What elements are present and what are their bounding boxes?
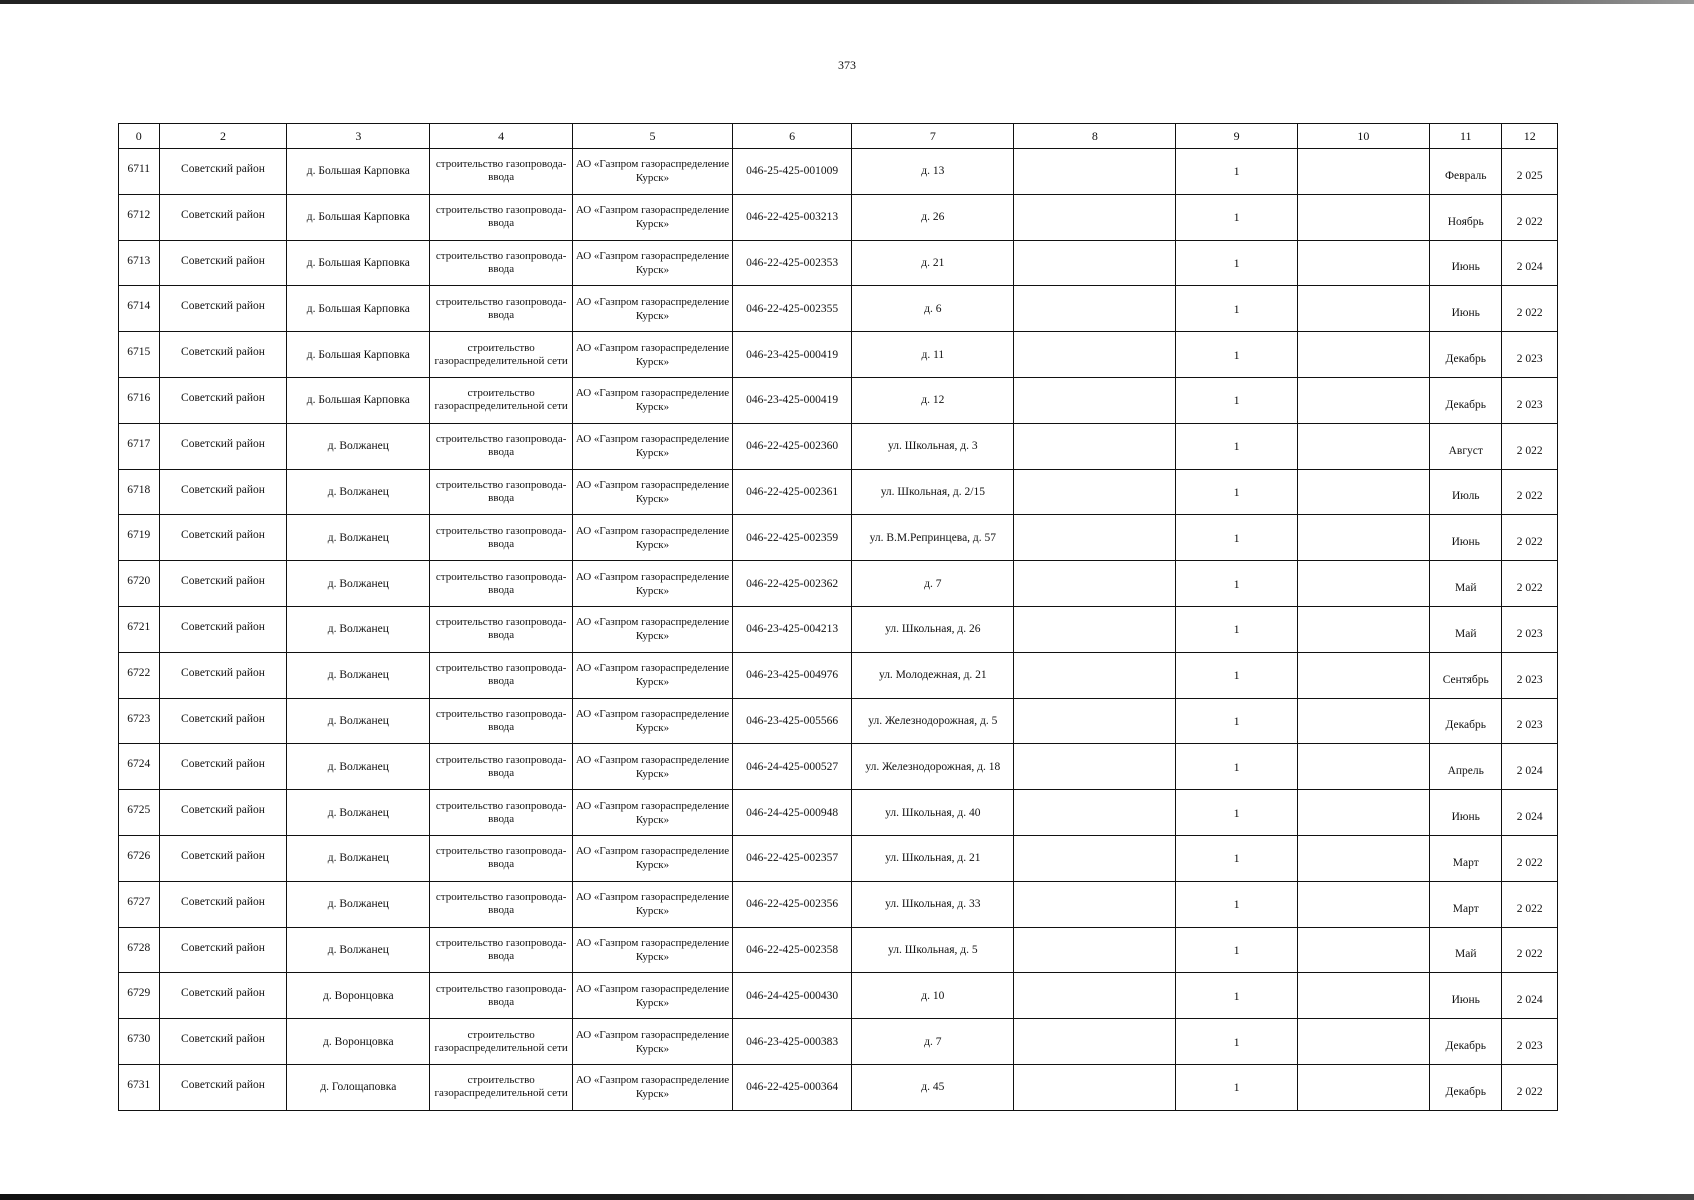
year-cell: 2 023 xyxy=(1502,377,1558,423)
count-cell: 1 xyxy=(1176,240,1298,286)
district-cell: Советский район xyxy=(159,1064,287,1110)
column-header-6: 6 xyxy=(732,124,851,149)
address-cell: ул. Молодежная, д. 21 xyxy=(852,652,1014,698)
column-number-row xyxy=(119,124,1558,149)
object-code-cell: 046-22-425-002357 xyxy=(732,835,851,881)
column-header-5: 5 xyxy=(573,124,733,149)
count-cell: 1 xyxy=(1176,835,1298,881)
column-8-cell xyxy=(1014,332,1176,378)
table-row xyxy=(119,469,1558,515)
district-cell: Советский район xyxy=(159,194,287,240)
count-cell: 1 xyxy=(1176,927,1298,973)
count-cell: 1 xyxy=(1176,377,1298,423)
table-row xyxy=(119,149,1558,195)
address-cell: д. 7 xyxy=(852,1019,1014,1065)
month-cell: Июнь xyxy=(1430,240,1502,286)
year-cell: 2 022 xyxy=(1502,881,1558,927)
year-cell: 2 022 xyxy=(1502,927,1558,973)
column-10-cell xyxy=(1297,194,1429,240)
address-cell: ул. Школьная, д. 26 xyxy=(852,606,1014,652)
district-cell: Советский район xyxy=(159,790,287,836)
table-row xyxy=(119,194,1558,240)
column-8-cell xyxy=(1014,240,1176,286)
month-cell: Декабрь xyxy=(1430,1019,1502,1065)
table-row xyxy=(119,332,1558,378)
month-cell: Июнь xyxy=(1430,790,1502,836)
object-code-cell: 046-23-425-004213 xyxy=(732,606,851,652)
column-header-8: 8 xyxy=(1014,124,1176,149)
locality-cell: д. Волжанец xyxy=(287,744,430,790)
table-row xyxy=(119,698,1558,744)
table-row xyxy=(119,377,1558,423)
organization-cell: АО «Газпром газораспределение Курск» xyxy=(573,790,733,836)
month-cell: Апрель xyxy=(1430,744,1502,790)
row-number: 6728 xyxy=(119,927,160,973)
row-number: 6714 xyxy=(119,286,160,332)
month-cell: Март xyxy=(1430,835,1502,881)
column-10-cell xyxy=(1297,744,1429,790)
column-header-12: 12 xyxy=(1502,124,1558,149)
column-10-cell xyxy=(1297,790,1429,836)
district-cell: Советский район xyxy=(159,149,287,195)
locality-cell: д. Волжанец xyxy=(287,423,430,469)
address-cell: ул. Железнодорожная, д. 18 xyxy=(852,744,1014,790)
column-header-9: 9 xyxy=(1176,124,1298,149)
column-10-cell xyxy=(1297,286,1429,332)
district-cell: Советский район xyxy=(159,377,287,423)
locality-cell: д. Голощаповка xyxy=(287,1064,430,1110)
table-row xyxy=(119,561,1558,607)
column-10-cell xyxy=(1297,835,1429,881)
row-number: 6712 xyxy=(119,194,160,240)
year-cell: 2 023 xyxy=(1502,332,1558,378)
column-header-11: 11 xyxy=(1430,124,1502,149)
column-8-cell xyxy=(1014,744,1176,790)
locality-cell: д. Большая Карповка xyxy=(287,286,430,332)
year-cell: 2 024 xyxy=(1502,973,1558,1019)
year-cell: 2 022 xyxy=(1502,423,1558,469)
row-number: 6719 xyxy=(119,515,160,561)
table-row xyxy=(119,1019,1558,1065)
column-header-7: 7 xyxy=(852,124,1014,149)
object-code-cell: 046-22-425-002356 xyxy=(732,881,851,927)
locality-cell: д. Большая Карповка xyxy=(287,240,430,286)
locality-cell: д. Большая Карповка xyxy=(287,332,430,378)
column-8-cell xyxy=(1014,515,1176,561)
row-number: 6718 xyxy=(119,469,160,515)
table-row xyxy=(119,423,1558,469)
work-type-cell: строительство газораспределительной сети xyxy=(430,1064,573,1110)
count-cell: 1 xyxy=(1176,469,1298,515)
month-cell: Июнь xyxy=(1430,286,1502,332)
year-cell: 2 022 xyxy=(1502,561,1558,607)
table-row xyxy=(119,744,1558,790)
object-code-cell: 046-22-425-002355 xyxy=(732,286,851,332)
work-type-cell: строительство газопровода-ввода xyxy=(430,790,573,836)
object-code-cell: 046-22-425-002361 xyxy=(732,469,851,515)
organization-cell: АО «Газпром газораспределение Курск» xyxy=(573,1019,733,1065)
address-cell: ул. Школьная, д. 40 xyxy=(852,790,1014,836)
row-number: 6720 xyxy=(119,561,160,607)
district-cell: Советский район xyxy=(159,973,287,1019)
organization-cell: АО «Газпром газораспределение Курск» xyxy=(573,423,733,469)
count-cell: 1 xyxy=(1176,652,1298,698)
month-cell: Май xyxy=(1430,927,1502,973)
object-code-cell: 046-22-425-003213 xyxy=(732,194,851,240)
month-cell: Февраль xyxy=(1430,149,1502,195)
column-8-cell xyxy=(1014,698,1176,744)
year-cell: 2 024 xyxy=(1502,790,1558,836)
month-cell: Август xyxy=(1430,423,1502,469)
address-cell: д. 11 xyxy=(852,332,1014,378)
column-8-cell xyxy=(1014,652,1176,698)
address-cell: д. 6 xyxy=(852,286,1014,332)
column-10-cell xyxy=(1297,1019,1429,1065)
locality-cell: д. Воронцовка xyxy=(287,973,430,1019)
district-cell: Советский район xyxy=(159,927,287,973)
column-10-cell xyxy=(1297,606,1429,652)
column-10-cell xyxy=(1297,332,1429,378)
table-row xyxy=(119,515,1558,561)
district-cell: Советский район xyxy=(159,561,287,607)
year-cell: 2 022 xyxy=(1502,469,1558,515)
work-type-cell: строительство газопровода-ввода xyxy=(430,469,573,515)
column-10-cell xyxy=(1297,240,1429,286)
organization-cell: АО «Газпром газораспределение Курск» xyxy=(573,515,733,561)
organization-cell: АО «Газпром газораспределение Курск» xyxy=(573,973,733,1019)
locality-cell: д. Воронцовка xyxy=(287,1019,430,1065)
count-cell: 1 xyxy=(1176,1019,1298,1065)
column-10-cell xyxy=(1297,149,1429,195)
object-code-cell: 046-22-425-002362 xyxy=(732,561,851,607)
scan-bottom-edge xyxy=(0,1194,1694,1200)
month-cell: Декабрь xyxy=(1430,698,1502,744)
count-cell: 1 xyxy=(1176,515,1298,561)
column-header-3: 3 xyxy=(287,124,430,149)
district-cell: Советский район xyxy=(159,698,287,744)
object-code-cell: 046-22-425-002353 xyxy=(732,240,851,286)
table-row xyxy=(119,606,1558,652)
address-cell: ул. Школьная, д. 2/15 xyxy=(852,469,1014,515)
object-code-cell: 046-25-425-001009 xyxy=(732,149,851,195)
district-cell: Советский район xyxy=(159,515,287,561)
count-cell: 1 xyxy=(1176,286,1298,332)
locality-cell: д. Волжанец xyxy=(287,606,430,652)
address-cell: д. 26 xyxy=(852,194,1014,240)
column-8-cell xyxy=(1014,606,1176,652)
year-cell: 2 022 xyxy=(1502,515,1558,561)
work-type-cell: строительство газопровода-ввода xyxy=(430,973,573,1019)
locality-cell: д. Волжанец xyxy=(287,561,430,607)
organization-cell: АО «Газпром газораспределение Курск» xyxy=(573,469,733,515)
locality-cell: д. Волжанец xyxy=(287,652,430,698)
table-row xyxy=(119,881,1558,927)
year-cell: 2 022 xyxy=(1502,194,1558,240)
object-code-cell: 046-24-425-000430 xyxy=(732,973,851,1019)
column-8-cell xyxy=(1014,149,1176,195)
organization-cell: АО «Газпром газораспределение Курск» xyxy=(573,286,733,332)
table-row xyxy=(119,790,1558,836)
work-type-cell: строительство газопровода-ввода xyxy=(430,698,573,744)
month-cell: Март xyxy=(1430,881,1502,927)
work-type-cell: строительство газопровода-ввода xyxy=(430,744,573,790)
table-row xyxy=(119,835,1558,881)
organization-cell: АО «Газпром газораспределение Курск» xyxy=(573,240,733,286)
table-row xyxy=(119,652,1558,698)
column-8-cell xyxy=(1014,973,1176,1019)
locality-cell: д. Волжанец xyxy=(287,835,430,881)
month-cell: Декабрь xyxy=(1430,377,1502,423)
row-number: 6724 xyxy=(119,744,160,790)
month-cell: Май xyxy=(1430,561,1502,607)
district-cell: Советский район xyxy=(159,744,287,790)
object-code-cell: 046-23-425-000419 xyxy=(732,377,851,423)
column-10-cell xyxy=(1297,1064,1429,1110)
object-code-cell: 046-22-425-000364 xyxy=(732,1064,851,1110)
address-cell: д. 7 xyxy=(852,561,1014,607)
column-8-cell xyxy=(1014,469,1176,515)
row-number: 6727 xyxy=(119,881,160,927)
work-type-cell: строительство газопровода-ввода xyxy=(430,835,573,881)
district-cell: Советский район xyxy=(159,652,287,698)
year-cell: 2 024 xyxy=(1502,744,1558,790)
month-cell: Ноябрь xyxy=(1430,194,1502,240)
year-cell: 2 023 xyxy=(1502,652,1558,698)
district-cell: Советский район xyxy=(159,606,287,652)
year-cell: 2 023 xyxy=(1502,1019,1558,1065)
table-row xyxy=(119,286,1558,332)
row-number: 6711 xyxy=(119,149,160,195)
column-header-10: 10 xyxy=(1297,124,1429,149)
object-code-cell: 046-23-425-004976 xyxy=(732,652,851,698)
address-cell: д. 13 xyxy=(852,149,1014,195)
year-cell: 2 022 xyxy=(1502,286,1558,332)
work-type-cell: строительство газопровода-ввода xyxy=(430,286,573,332)
column-8-cell xyxy=(1014,286,1176,332)
column-8-cell xyxy=(1014,881,1176,927)
organization-cell: АО «Газпром газораспределение Курск» xyxy=(573,927,733,973)
count-cell: 1 xyxy=(1176,149,1298,195)
district-cell: Советский район xyxy=(159,469,287,515)
district-cell: Советский район xyxy=(159,286,287,332)
organization-cell: АО «Газпром газораспределение Курск» xyxy=(573,332,733,378)
work-type-cell: строительство газораспределительной сети xyxy=(430,332,573,378)
object-code-cell: 046-23-425-000419 xyxy=(732,332,851,378)
locality-cell: д. Волжанец xyxy=(287,698,430,744)
locality-cell: д. Волжанец xyxy=(287,881,430,927)
row-number: 6716 xyxy=(119,377,160,423)
count-cell: 1 xyxy=(1176,194,1298,240)
column-8-cell xyxy=(1014,377,1176,423)
count-cell: 1 xyxy=(1176,423,1298,469)
row-number: 6729 xyxy=(119,973,160,1019)
locality-cell: д. Волжанец xyxy=(287,790,430,836)
column-8-cell xyxy=(1014,194,1176,240)
count-cell: 1 xyxy=(1176,744,1298,790)
column-8-cell xyxy=(1014,927,1176,973)
address-cell: д. 45 xyxy=(852,1064,1014,1110)
work-type-cell: строительство газопровода-ввода xyxy=(430,606,573,652)
column-8-cell xyxy=(1014,1064,1176,1110)
count-cell: 1 xyxy=(1176,332,1298,378)
row-number: 6726 xyxy=(119,835,160,881)
column-8-cell xyxy=(1014,561,1176,607)
year-cell: 2 023 xyxy=(1502,606,1558,652)
row-number: 6722 xyxy=(119,652,160,698)
table-row xyxy=(119,1064,1558,1110)
count-cell: 1 xyxy=(1176,881,1298,927)
address-cell: д. 12 xyxy=(852,377,1014,423)
gasification-table xyxy=(118,123,1558,1111)
table-row xyxy=(119,927,1558,973)
locality-cell: д. Большая Карповка xyxy=(287,377,430,423)
district-cell: Советский район xyxy=(159,1019,287,1065)
year-cell: 2 022 xyxy=(1502,835,1558,881)
count-cell: 1 xyxy=(1176,1064,1298,1110)
column-8-cell xyxy=(1014,1019,1176,1065)
work-type-cell: строительство газопровода-ввода xyxy=(430,149,573,195)
row-number: 6723 xyxy=(119,698,160,744)
organization-cell: АО «Газпром газораспределение Курск» xyxy=(573,835,733,881)
row-number: 6717 xyxy=(119,423,160,469)
column-header-4: 4 xyxy=(430,124,573,149)
column-10-cell xyxy=(1297,652,1429,698)
address-cell: д. 10 xyxy=(852,973,1014,1019)
column-10-cell xyxy=(1297,927,1429,973)
count-cell: 1 xyxy=(1176,606,1298,652)
work-type-cell: строительство газопровода-ввода xyxy=(430,240,573,286)
month-cell: Сентябрь xyxy=(1430,652,1502,698)
page-number: 373 xyxy=(838,58,856,72)
organization-cell: АО «Газпром газораспределение Курск» xyxy=(573,377,733,423)
column-10-cell xyxy=(1297,561,1429,607)
column-8-cell xyxy=(1014,790,1176,836)
organization-cell: АО «Газпром газораспределение Курск» xyxy=(573,652,733,698)
work-type-cell: строительство газопровода-ввода xyxy=(430,652,573,698)
district-cell: Советский район xyxy=(159,240,287,286)
table-row xyxy=(119,973,1558,1019)
table-row xyxy=(119,240,1558,286)
table-body xyxy=(119,149,1558,1111)
locality-cell: д. Волжанец xyxy=(287,469,430,515)
column-8-cell xyxy=(1014,423,1176,469)
column-10-cell xyxy=(1297,973,1429,1019)
work-type-cell: строительство газопровода-ввода xyxy=(430,561,573,607)
address-cell: ул. Школьная, д. 33 xyxy=(852,881,1014,927)
column-10-cell xyxy=(1297,423,1429,469)
work-type-cell: строительство газопровода-ввода xyxy=(430,881,573,927)
address-cell: ул. В.М.Репринцева, д. 57 xyxy=(852,515,1014,561)
work-type-cell: строительство газопровода-ввода xyxy=(430,423,573,469)
locality-cell: д. Волжанец xyxy=(287,515,430,561)
count-cell: 1 xyxy=(1176,561,1298,607)
count-cell: 1 xyxy=(1176,698,1298,744)
column-10-cell xyxy=(1297,515,1429,561)
organization-cell: АО «Газпром газораспределение Курск» xyxy=(573,744,733,790)
work-type-cell: строительство газопровода-ввода xyxy=(430,194,573,240)
column-10-cell xyxy=(1297,377,1429,423)
month-cell: Июнь xyxy=(1430,973,1502,1019)
column-10-cell xyxy=(1297,881,1429,927)
object-code-cell: 046-22-425-002360 xyxy=(732,423,851,469)
address-cell: ул. Школьная, д. 21 xyxy=(852,835,1014,881)
organization-cell: АО «Газпром газораспределение Курск» xyxy=(573,606,733,652)
district-cell: Советский район xyxy=(159,423,287,469)
row-number: 6715 xyxy=(119,332,160,378)
organization-cell: АО «Газпром газораспределение Курск» xyxy=(573,698,733,744)
work-type-cell: строительство газопровода-ввода xyxy=(430,927,573,973)
organization-cell: АО «Газпром газораспределение Курск» xyxy=(573,1064,733,1110)
row-number: 6721 xyxy=(119,606,160,652)
count-cell: 1 xyxy=(1176,790,1298,836)
year-cell: 2 022 xyxy=(1502,1064,1558,1110)
organization-cell: АО «Газпром газораспределение Курск» xyxy=(573,194,733,240)
object-code-cell: 046-24-425-000527 xyxy=(732,744,851,790)
object-code-cell: 046-22-425-002358 xyxy=(732,927,851,973)
year-cell: 2 023 xyxy=(1502,698,1558,744)
work-type-cell: строительство газопровода-ввода xyxy=(430,515,573,561)
work-type-cell: строительство газораспределительной сети xyxy=(430,1019,573,1065)
row-number: 6730 xyxy=(119,1019,160,1065)
district-cell: Советский район xyxy=(159,332,287,378)
object-code-cell: 046-23-425-005566 xyxy=(732,698,851,744)
district-cell: Советский район xyxy=(159,881,287,927)
count-cell: 1 xyxy=(1176,973,1298,1019)
year-cell: 2 024 xyxy=(1502,240,1558,286)
locality-cell: д. Большая Карповка xyxy=(287,194,430,240)
row-number: 6713 xyxy=(119,240,160,286)
month-cell: Июнь xyxy=(1430,515,1502,561)
organization-cell: АО «Газпром газораспределение Курск» xyxy=(573,881,733,927)
column-header-2: 2 xyxy=(159,124,287,149)
locality-cell: д. Волжанец xyxy=(287,927,430,973)
address-cell: ул. Железнодорожная, д. 5 xyxy=(852,698,1014,744)
organization-cell: АО «Газпром газораспределение Курск» xyxy=(573,561,733,607)
year-cell: 2 025 xyxy=(1502,149,1558,195)
address-cell: ул. Школьная, д. 3 xyxy=(852,423,1014,469)
column-10-cell xyxy=(1297,469,1429,515)
column-header-0: 0 xyxy=(119,124,160,149)
object-code-cell: 046-24-425-000948 xyxy=(732,790,851,836)
column-10-cell xyxy=(1297,698,1429,744)
organization-cell: АО «Газпром газораспределение Курск» xyxy=(573,149,733,195)
month-cell: Май xyxy=(1430,606,1502,652)
row-number: 6731 xyxy=(119,1064,160,1110)
locality-cell: д. Большая Карповка xyxy=(287,149,430,195)
month-cell: Декабрь xyxy=(1430,1064,1502,1110)
scan-top-edge xyxy=(0,0,1694,4)
column-8-cell xyxy=(1014,835,1176,881)
address-cell: ул. Школьная, д. 5 xyxy=(852,927,1014,973)
address-cell: д. 21 xyxy=(852,240,1014,286)
month-cell: Декабрь xyxy=(1430,332,1502,378)
work-type-cell: строительство газораспределительной сети xyxy=(430,377,573,423)
object-code-cell: 046-23-425-000383 xyxy=(732,1019,851,1065)
district-cell: Советский район xyxy=(159,835,287,881)
month-cell: Июль xyxy=(1430,469,1502,515)
row-number: 6725 xyxy=(119,790,160,836)
object-code-cell: 046-22-425-002359 xyxy=(732,515,851,561)
